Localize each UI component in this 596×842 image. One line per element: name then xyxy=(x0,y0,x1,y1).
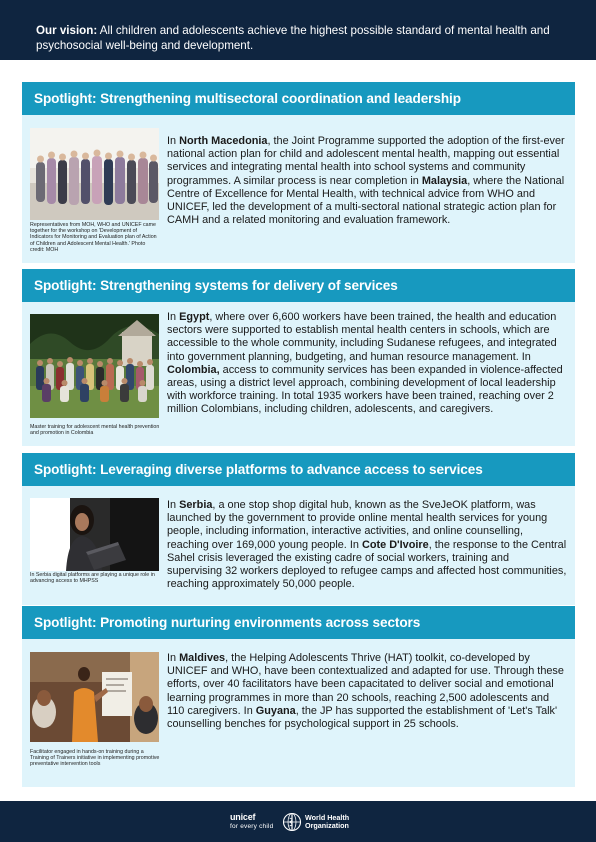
section-title: Spotlight: Leveraging diverse platforms to advance access to services xyxy=(22,453,575,486)
section-body xyxy=(22,302,575,446)
section-body xyxy=(22,115,575,263)
facilitator-training-photo xyxy=(30,652,159,742)
section-body xyxy=(22,486,575,605)
country-name: Egypt xyxy=(179,311,210,323)
unicef-tagline: for every child xyxy=(230,823,274,830)
who-line2: Organization xyxy=(305,821,349,831)
vision-label: Our vision: xyxy=(36,24,98,37)
section-title: Spotlight: Strengthening systems for delivery of services xyxy=(22,269,575,302)
who-line1: World Health xyxy=(305,813,350,822)
workshop-photo xyxy=(30,128,159,220)
photo-caption: Facilitator engaged in hands-on training during a Training of Trainers initiative in implementing promotive preventative intervention tools xyxy=(30,749,160,768)
section-body xyxy=(22,639,575,787)
section-paragraph: In Serbia, a one stop shop digital hub, known as the SveJeOK platform, was launched by the government to provide online mental health services for young people, including information, interactive activities, and online counselling, reaching over 169,000 young people. In Cote D'Ivoire, the response to the Central Sahel crisis leveraged the existing cadre of social workers, training and supervising 32 workers deployed to refugee camps and affected host communities, reaching approximately 50,000 people. xyxy=(167,499,567,591)
vision-text: All children and adolescents achieve the highest possible standard of mental health and psychosocial well-being and development. xyxy=(36,24,550,52)
country-name: Maldives xyxy=(179,652,226,664)
footer xyxy=(0,801,596,842)
country-name: Colombia, xyxy=(167,363,220,376)
section-title: Spotlight: Strengthening multisectoral coordination and leadership xyxy=(22,82,575,115)
section-title: Spotlight: Promoting nurturing environments across sectors xyxy=(22,606,575,639)
laptop-user-photo xyxy=(30,498,159,571)
unicef-wordmark: unicef xyxy=(230,812,256,822)
spotlight-digital-platforms xyxy=(22,453,575,605)
section-paragraph: In Maldives, the Helping Adolescents Thrive (HAT) toolkit, co-developed by UNICEF and WHO, have been contextualized and adapted for use. Through these efforts, over 40 facilitators have been capacitated to deliver social and emotional learning programmes in more than 20 schools, reaching 2,500 adolescents and 110 caregivers. In Guyana, the JP has supported the establishment of 'Let's Talk' counselling benches for psychological support in 25 schools. xyxy=(167,652,564,731)
photo-caption: Master training for adolescent mental health prevention and promotion in Colombia xyxy=(30,424,160,437)
training-group-photo xyxy=(30,314,159,418)
vision-banner xyxy=(0,0,596,60)
spotlight-coordination xyxy=(22,82,575,263)
spotlight-nurturing-environments xyxy=(22,606,575,787)
section-paragraph: In North Macedonia, the Joint Programme supported the adoption of the first-ever national action plan for child and adolescent mental health, mapping out essential services and integrating mental health into school systems and community programmes. A similar process is near completion in Malaysia, where the National Centre of Excellence for Mental Health, with technical advice from WHO and UNICEF, led the development of a multi-sectoral national strategic action plan for CAMH and a related monitoring and evaluation framework. xyxy=(167,135,565,227)
who-wordmark xyxy=(305,814,349,831)
country-name: Cote D'Ivoire xyxy=(361,538,429,551)
country-name: Malaysia xyxy=(421,174,468,187)
photo-caption: In Serbia digital platforms are playing a unique role in advancing access to MHPSS xyxy=(30,572,155,585)
who-emblem-icon xyxy=(282,812,302,837)
unicef-logo xyxy=(230,812,273,832)
section-paragraph: In Egypt, where over 6,600 workers have been trained, the health and education sectors were supported to establish mental health centers in schools, which are accessible to the whole community, including Sudanese refugees, and integrated into government planning, budgeting, and human resource management. In Colombia, access to community services has been expanded in violence-affected areas, using a district level approach, combining development of local leadership with workforce training. In total 1935 workers have been trained, reaching over 2 million Colombians, including children, adolescents, and caregivers. xyxy=(167,311,563,416)
spotlight-service-delivery xyxy=(22,269,575,446)
country-name: Guyana xyxy=(255,704,296,717)
country-name: North Macedonia xyxy=(179,135,268,147)
photo-caption: Representatives from MOH, WHO and UNICEF came together for the workshop on 'Development of Indicators for Monitoring and Evaluation plan of Action of Children and Adolescent Mental Health.' Photo credit: MOH xyxy=(30,222,157,253)
country-name: Serbia xyxy=(179,499,213,511)
